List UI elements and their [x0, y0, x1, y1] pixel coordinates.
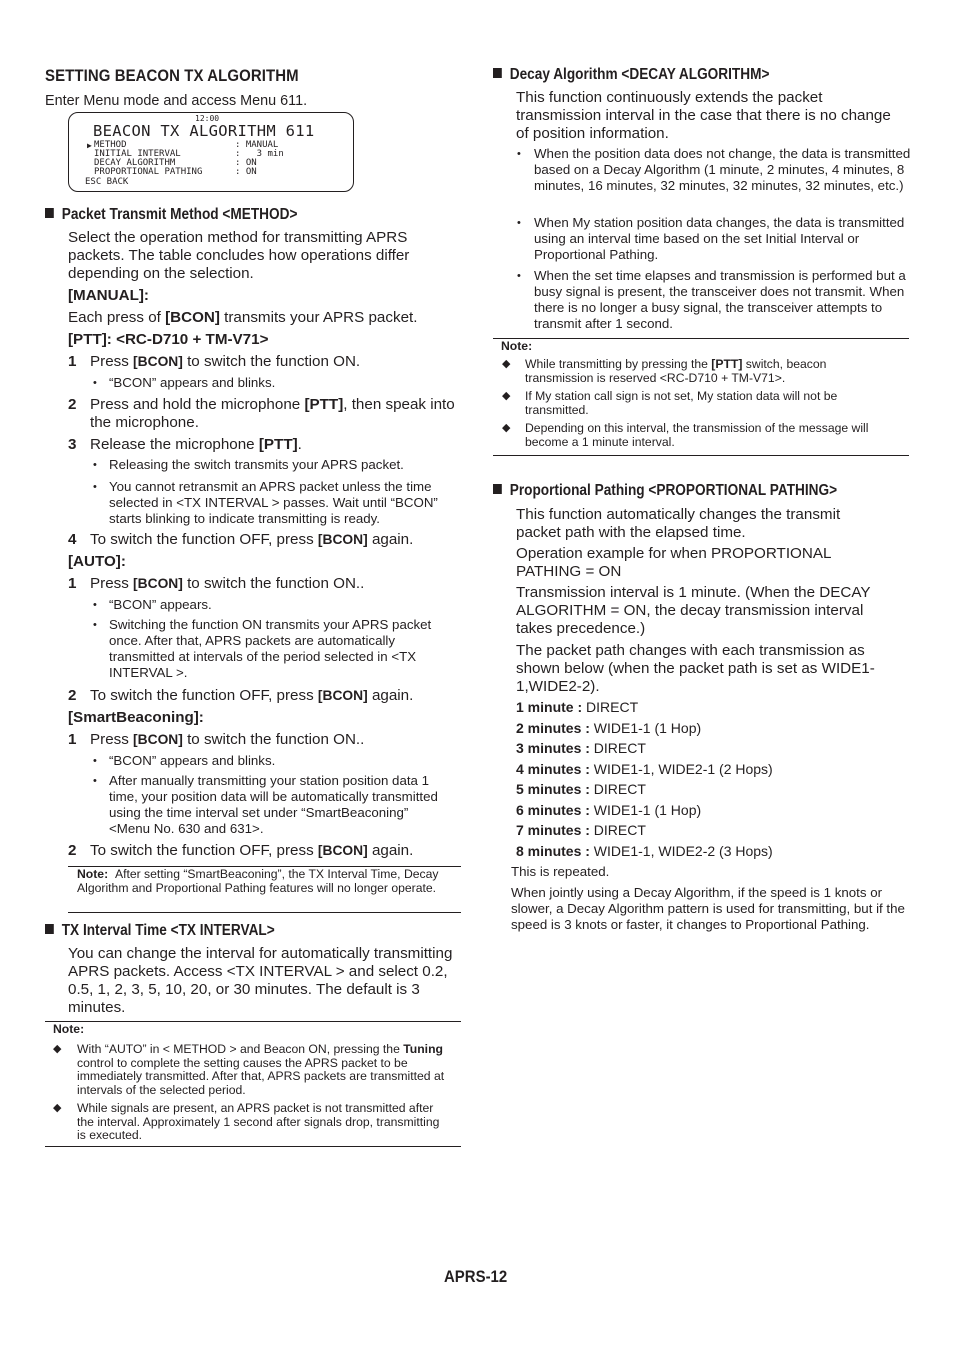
step-number: 1	[68, 731, 77, 748]
bullet-text: Releasing the switch transmits your APRS packet.	[109, 457, 404, 472]
bullet-dot-icon: •	[517, 148, 521, 160]
step-number: 3	[68, 436, 77, 453]
schedule-row: 4 minutes : WIDE1-1, WIDE2-1 (2 Hops)	[516, 761, 773, 777]
schedule-row: 8 minutes : WIDE1-1, WIDE2-2 (3 Hops)	[516, 843, 773, 859]
schedule-row: 1 minute : DIRECT	[516, 699, 639, 715]
note-rule-bottom	[68, 912, 461, 913]
step-text: To switch the function OFF, press [BCON] again.	[90, 687, 414, 704]
bullet-dot-icon: •	[93, 775, 97, 787]
lcd-row-value: : 3 min	[235, 149, 284, 159]
page-number: APRS-12	[444, 1267, 508, 1286]
square-bullet-icon	[493, 484, 502, 494]
note-item: If My station call sign is not set, My station data will not be transmitted.	[525, 389, 838, 417]
smartbeaconing-heading: [SmartBeaconing]:	[68, 709, 204, 726]
note-label: Note:	[53, 1022, 85, 1036]
lcd-clock: 12:00	[195, 114, 220, 123]
schedule-row: 2 minutes : WIDE1-1 (1 Hop)	[516, 720, 702, 736]
closing-text: When jointly using a Decay Algorithm, if the speed is 1 knots or slower, a Decay Algorithm pattern is used for transmitting, but if the speed is 3 knots or faster, it changes to Proportional Pathing.	[511, 885, 905, 932]
bullet-dot-icon: •	[517, 217, 521, 229]
step-number: 2	[68, 687, 77, 704]
lcd-row-label: PROPORTIONAL PATHING	[94, 167, 203, 177]
note-label: Note:	[501, 339, 533, 353]
method-note: Note: After setting “SmartBeaconing”, the TX Interval Time, Decay Algorithm and Proportional Pathing features will no longer operate.	[77, 867, 439, 895]
section-heading-proportional: Proportional Pathing <PROPORTIONAL PATHING>	[493, 482, 837, 500]
auto-heading: [AUTO]:	[68, 553, 126, 570]
bullet-dot-icon: •	[93, 481, 97, 493]
bullet-text: “BCON” appears and blinks.	[109, 375, 276, 390]
lcd-title: BEACON TX ALGORITHM 611	[93, 122, 315, 140]
bullet-text: When the position data does not change, the data is transmitted based on a Decay Algorithm (1 minute, 2 minutes, 4 minutes, 8 minutes, 16 minutes, 32 minutes, 32 minutes, 32 minutes, etc.)	[534, 146, 911, 193]
bullet-dot-icon: •	[93, 377, 97, 389]
intro-text: Enter Menu mode and access Menu 611.	[45, 93, 308, 109]
step-text: Press [BCON] to switch the function ON..	[90, 575, 365, 592]
step-text: Press [BCON] to switch the function ON.	[90, 353, 361, 370]
decay-description: This function continuously extends the packet transmission interval in the case that there is no change of position information.	[516, 89, 891, 142]
step-text: To switch the function OFF, press [BCON] again.	[90, 531, 414, 548]
step-text: Press and hold the microphone [PTT], then speak into the microphone.	[90, 396, 455, 431]
lcd-display	[68, 112, 354, 192]
bullet-dot-icon: •	[93, 755, 97, 767]
bullet-text: “BCON” appears and blinks.	[109, 753, 276, 768]
bullet-dot-icon: •	[93, 599, 97, 611]
step-text: Release the microphone [PTT].	[90, 436, 302, 453]
step-number: 1	[68, 353, 77, 370]
step-number: 1	[68, 575, 77, 592]
note-item: Depending on this interval, the transmission of the message will become a 1 minute interval.	[525, 421, 869, 449]
bullet-text: After manually transmitting your station position data 1 time, your position data will be automatically transmitted using the time interval set under “SmartBeaconing” <Menu No. 630 and 631>.	[109, 773, 438, 836]
proportional-paragraph: This function automatically changes the transmit packet path with the elapsed time.	[516, 506, 841, 541]
lcd-footer: ESC BACK	[85, 177, 129, 187]
bullet-text: Switching the function ON transmits your APRS packet once. After that, APRS packets are automatically transmitted at intervals of the period selected in <TX INTERVAL >.	[109, 617, 432, 680]
note-rule-bottom	[493, 455, 909, 456]
step-text: To switch the function OFF, press [BCON] again.	[90, 842, 414, 859]
bullet-text: “BCON” appears.	[109, 597, 212, 612]
diamond-bullet-icon: ◆	[53, 1043, 62, 1055]
schedule-row: 7 minutes : DIRECT	[516, 822, 646, 838]
diamond-bullet-icon: ◆	[502, 422, 511, 434]
step-number: 2	[68, 842, 77, 859]
note-rule-bottom	[45, 1146, 461, 1147]
lcd-row-value: : ON	[235, 167, 257, 177]
schedule-row: 3 minutes : DIRECT	[516, 740, 646, 756]
proportional-paragraph: Operation example for when PROPORTIONAL PATHING = ON	[516, 545, 831, 580]
lcd-row-label: DECAY ALGORITHM	[94, 158, 176, 168]
manual-heading: [MANUAL]:	[68, 287, 149, 304]
ptt-heading: [PTT]: <RC-D710 + TM-V71>	[68, 331, 269, 348]
note-item: While transmitting by pressing the [PTT] switch, beacon transmission is reserved <RC-D710 + TM-V71>.	[525, 357, 827, 385]
schedule-row: 5 minutes : DIRECT	[516, 781, 646, 797]
diamond-bullet-icon: ◆	[502, 358, 511, 370]
note-rule-top	[45, 1021, 461, 1022]
lcd-row-value: : MANUAL	[235, 140, 279, 150]
section-heading-method: Packet Transmit Method <METHOD>	[45, 206, 297, 224]
step-text: Press [BCON] to switch the function ON..	[90, 731, 365, 748]
square-bullet-icon	[493, 68, 502, 78]
page-title: SETTING BEACON TX ALGORITHM	[45, 66, 299, 85]
note-rule-top	[493, 338, 909, 339]
lcd-cursor-arrow-icon: ▶	[87, 141, 92, 150]
diamond-bullet-icon: ◆	[502, 390, 511, 402]
lcd-row-label: METHOD	[94, 140, 127, 150]
proportional-paragraph: The packet path changes with each transmission as shown below (when the packet path is set as WIDE1-1,WIDE2-2).	[516, 642, 875, 695]
schedule-row: 6 minutes : WIDE1-1 (1 Hop)	[516, 802, 702, 818]
bullet-dot-icon: •	[517, 270, 521, 282]
lcd-row-value: : ON	[235, 158, 257, 168]
section-heading-decay: Decay Algorithm <DECAY ALGORITHM>	[493, 66, 769, 84]
bullet-text: When the set time elapses and transmission is performed but a busy signal is present, the transceiver does not transmit. When there is no longer a busy signal, the transceiver attempts to transmit after 1 second.	[534, 268, 906, 331]
lcd-row-label: INITIAL INTERVAL	[94, 149, 181, 159]
bullet-text: You cannot retransmit an APRS packet unless the time selected in <TX INTERVAL > passes. Wait until “BCON” starts blinking to indicate transmitting is ready.	[109, 479, 438, 526]
method-description: Select the operation method for transmitting APRS packets. The table concludes how operations differ depending on the selection.	[68, 229, 410, 282]
section-heading-interval: TX Interval Time <TX INTERVAL>	[45, 922, 275, 940]
note-item: While signals are present, an APRS packet is not transmitted after the interval. Approximately 1 second after signals drop, transmitting is executed.	[77, 1101, 440, 1142]
square-bullet-icon	[45, 924, 54, 934]
note-item: With “AUTO” in < METHOD > and Beacon ON, pressing the Tuning control to complete the setting causes the APRS packet to be immediately transmitted. After that, APRS packets are transmitted at intervals of the selected period.	[77, 1042, 445, 1097]
repeat-text: This is repeated.	[511, 864, 610, 879]
square-bullet-icon	[45, 208, 54, 218]
step-number: 2	[68, 396, 77, 413]
proportional-paragraph: Transmission interval is 1 minute. (When the DECAY ALGORITHM = ON, the decay transmission interval takes precedence.)	[516, 584, 871, 637]
bullet-text: When My station position data changes, the data is transmitted using an interval time based on the set Initial Interval or Proportional Pathing.	[534, 215, 905, 262]
step-number: 4	[68, 531, 77, 548]
diamond-bullet-icon: ◆	[53, 1102, 62, 1114]
manual-text: Each press of [BCON] transmits your APRS packet.	[68, 309, 418, 326]
interval-description: You can change the interval for automatically transmitting APRS packets. Access <TX INTERVAL > and select 0.2, 0.5, 1, 2, 3, 5, 10, 20, or 30 minutes. The default is 3 minutes.	[68, 945, 453, 1016]
bullet-dot-icon: •	[93, 459, 97, 471]
bullet-dot-icon: •	[93, 619, 97, 631]
